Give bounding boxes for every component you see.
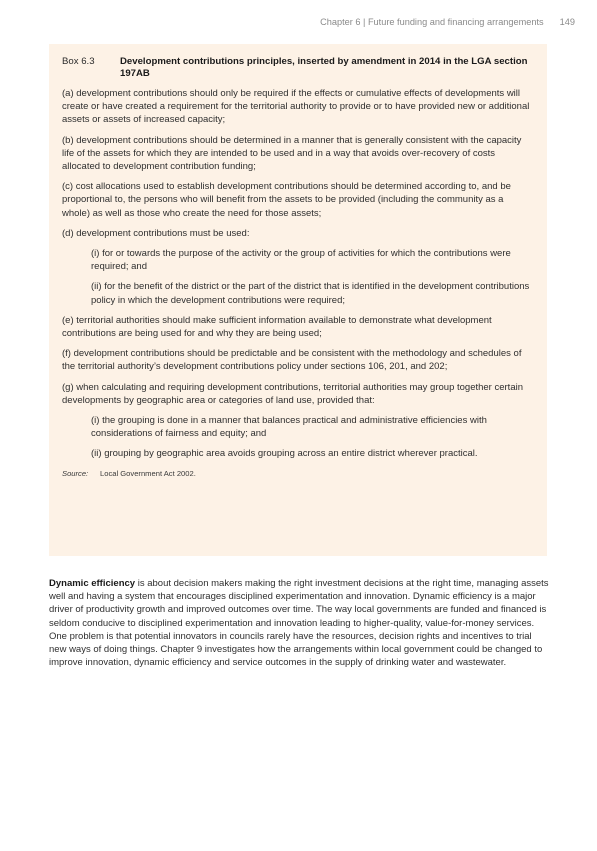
principle-c: (c) cost allocations used to establish development contributions should be determined according to, and be proportional to, the persons who will benefit from the assets to be provided (including the community as a whole) as well as those who create the need for those assets; bbox=[62, 181, 511, 219]
box-number: Box 6.3 bbox=[62, 56, 95, 67]
principle-d-ii: (ii) for the benefit of the district or the part of the district that is identified in the development contributions policy in which the development contributions were required; bbox=[91, 281, 530, 306]
principle-a: (a) development contributions should only be required if the effects or cumulative effects of developments will create or have created a requirement for the territorial authority to provide or to have provided new or additional assets or assets of increased capacity; bbox=[62, 88, 530, 126]
chapter-title: Chapter 6 | Future funding and financing arrangements bbox=[320, 17, 544, 27]
principle-d-i: (i) for or towards the purpose of the activity or the group of activities for which the contributions were required; and bbox=[91, 248, 511, 273]
source-text: Local Government Act 2002. bbox=[100, 468, 196, 478]
principle-e: (e) territorial authorities should make sufficient information available to demonstrate what development contributions are being used for and why they are being used; bbox=[62, 314, 492, 340]
defined-term: Dynamic efficiency bbox=[49, 578, 136, 589]
running-header bbox=[320, 17, 575, 27]
box-title: Development contributions principles, inserted by amendment in 2014 in the LGA section 197AB bbox=[120, 56, 528, 79]
box-6-3 bbox=[49, 44, 547, 556]
principle-g-i: (i) the grouping is done in a manner that balances practical and administrative efficiencies with considerations of fairness and equity; and bbox=[91, 415, 487, 440]
principle-g-ii: (ii) grouping by geographic area avoids grouping across an entire district wherever practical. bbox=[91, 448, 478, 460]
box-source bbox=[62, 469, 534, 478]
box-heading bbox=[62, 56, 534, 80]
page-number: 149 bbox=[559, 17, 575, 27]
principle-d: (d) development contributions must be used: bbox=[62, 227, 250, 239]
body-paragraph-text: is about decision makers making the right investment decisions at the right time, managing assets well and having a system that encourages disciplined experimentation and innovation. Dynamic efficiency is a major driver of productivity growth and improved outcomes over time. The way local governments are funded and financed is seldom conducive to disciplined experimentation and innovation leading to higher-quality, value-for-money services. One problem is that potential innovators in councils rarely have the resources, decision rights and incentives to trial new ways of doing things. Chapter 9 investigates how the arrangements within local government could be changed to improve innovation, dynamic efficiency and service outcomes in the supply of drinking water and wastewater. bbox=[49, 578, 549, 669]
source-label: Source: bbox=[62, 468, 89, 478]
body-paragraph bbox=[49, 577, 549, 669]
principle-f: (f) development contributions should be predictable and be consistent with the methodology and schedules of the territorial authority’s development contributions policy under sections 106, 201, and 202; bbox=[62, 348, 522, 373]
principle-g: (g) when calculating and requiring development contributions, territorial authorities may group together certain developments by geographic area or categories of land use, provided that: bbox=[62, 381, 524, 406]
principle-b: (b) development contributions should be determined in a manner that is generally consistent with the capacity life of the assets for which they are intended to be used and in a way that avoids over-recovery of costs allocated to development contribution funding; bbox=[62, 134, 522, 173]
